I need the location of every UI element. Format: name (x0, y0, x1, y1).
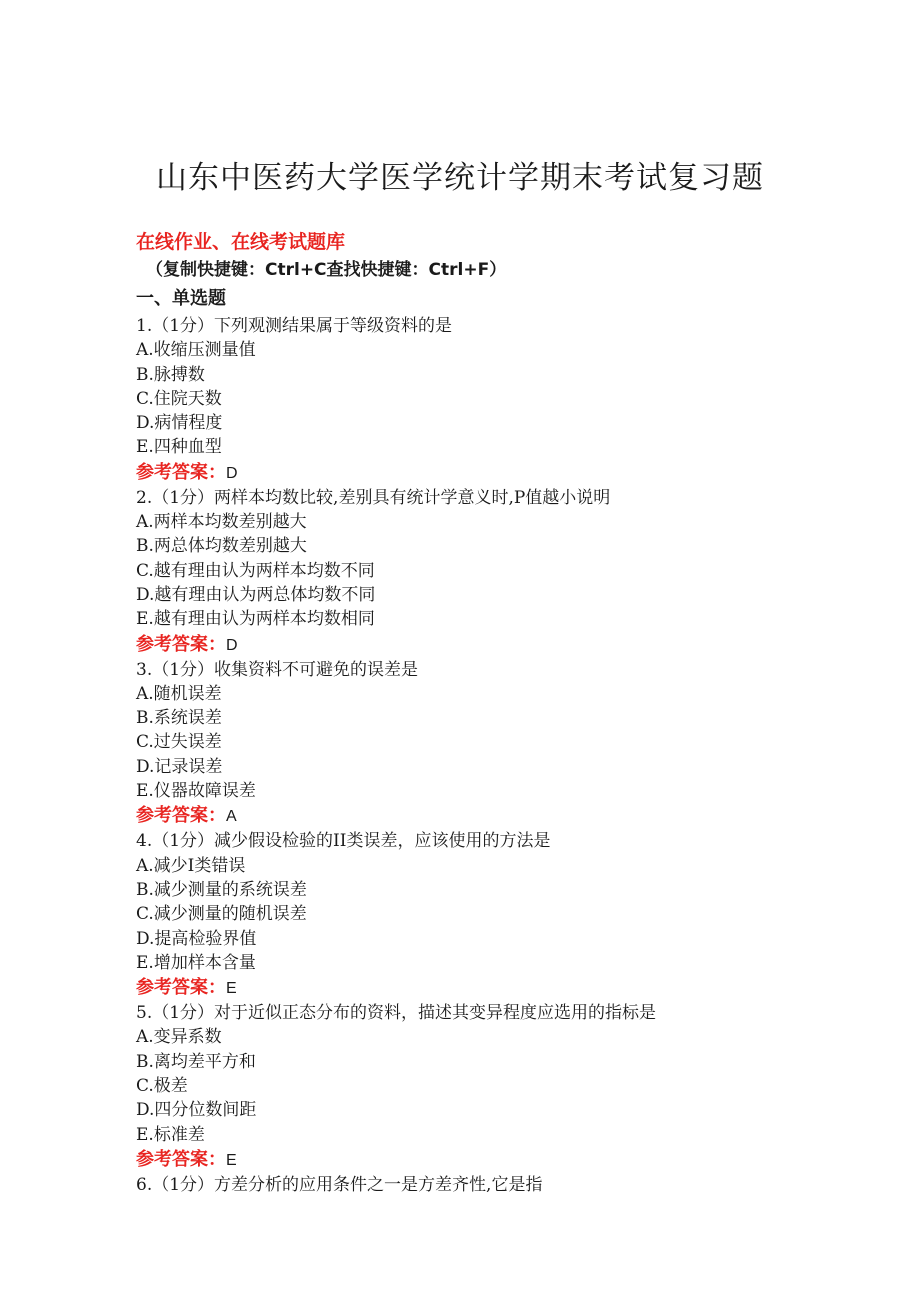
question-text: 4.（1分）减少假设检验的II类误差，应该使用的方法是 (136, 831, 551, 852)
option-a: A.减少I类错误 (136, 855, 246, 876)
answer-value: A (226, 808, 237, 826)
section-heading: 一、单选题 (136, 288, 226, 309)
answer-label: 参考答案： (136, 805, 226, 827)
answer-label: 参考答案： (136, 461, 226, 483)
shortcut-note: （复制快捷键：Ctrl+C查找快捷键：Ctrl+F） (146, 260, 507, 280)
question-text: 3.（1分）收集资料不可避免的误差是 (136, 659, 419, 680)
question-text: 2.（1分）两样本均数比较,差别具有统计学意义时,P值越小说明 (136, 487, 611, 508)
option-c: C.过失误差 (136, 732, 222, 753)
option-b: B.两总体均数差别越大 (136, 536, 307, 557)
answer-label: 参考答案： (136, 977, 226, 999)
option-d: D.记录误差 (136, 756, 223, 777)
option-c: C.住院天数 (136, 388, 222, 409)
option-d: D.越有理由认为两总体均数不同 (136, 584, 376, 605)
answer-value: D (226, 636, 238, 654)
option-a: A.变异系数 (136, 1027, 222, 1048)
option-c: C.极差 (136, 1076, 188, 1097)
answer-label: 参考答案： (136, 1148, 226, 1170)
answer-label: 参考答案： (136, 633, 226, 655)
answer-value: E (226, 1151, 237, 1169)
question-block (136, 486, 836, 658)
answer-line (136, 632, 836, 658)
answer-value: E (226, 980, 237, 998)
option-e: E.四种血型 (136, 437, 222, 458)
question-block (136, 1001, 836, 1173)
option-b: B.减少测量的系统误差 (136, 879, 307, 900)
question-bank-title: 在线作业、在线考试题库 (136, 231, 346, 253)
option-b: B.系统误差 (136, 708, 222, 729)
answer-line (136, 975, 836, 1001)
option-e: E.标准差 (136, 1124, 205, 1145)
question-text: 5.（1分）对于近似正态分布的资料，描述其变异程度应选用的指标是 (136, 1003, 657, 1024)
answer-line (136, 1147, 836, 1173)
option-e: E.越有理由认为两样本均数相同 (136, 609, 375, 630)
question-text: 6.（1分）方差分析的应用条件之一是方差齐性,它是指 (136, 1174, 543, 1195)
option-c: C.减少测量的随机误差 (136, 904, 307, 925)
option-a: A.随机误差 (136, 683, 222, 704)
option-b: B.离均差平方和 (136, 1051, 256, 1072)
option-e: E.增加样本含量 (136, 952, 256, 973)
answer-line (136, 803, 836, 829)
answer-value: D (226, 464, 238, 482)
question-block (136, 829, 836, 1001)
option-b: B.脉搏数 (136, 364, 205, 385)
option-d: D.提高检验界值 (136, 928, 257, 949)
question-text: 1.（1分）下列观测结果属于等级资料的是 (136, 316, 453, 336)
option-a: A.两样本均数差别越大 (136, 512, 307, 533)
question-block (136, 314, 836, 486)
option-d: D.四分位数间距 (136, 1100, 257, 1121)
document-body (136, 228, 836, 1197)
option-e: E.仪器故障误差 (136, 781, 256, 802)
answer-line (136, 460, 836, 486)
question-block (136, 1173, 836, 1197)
document-title: 山东中医药大学医学统计学期末考试复习题 (156, 160, 764, 196)
option-c: C.越有理由认为两样本均数不同 (136, 560, 375, 581)
option-a: A.收缩压测量值 (136, 340, 256, 361)
option-d: D.病情程度 (136, 413, 223, 434)
question-block (136, 658, 836, 830)
